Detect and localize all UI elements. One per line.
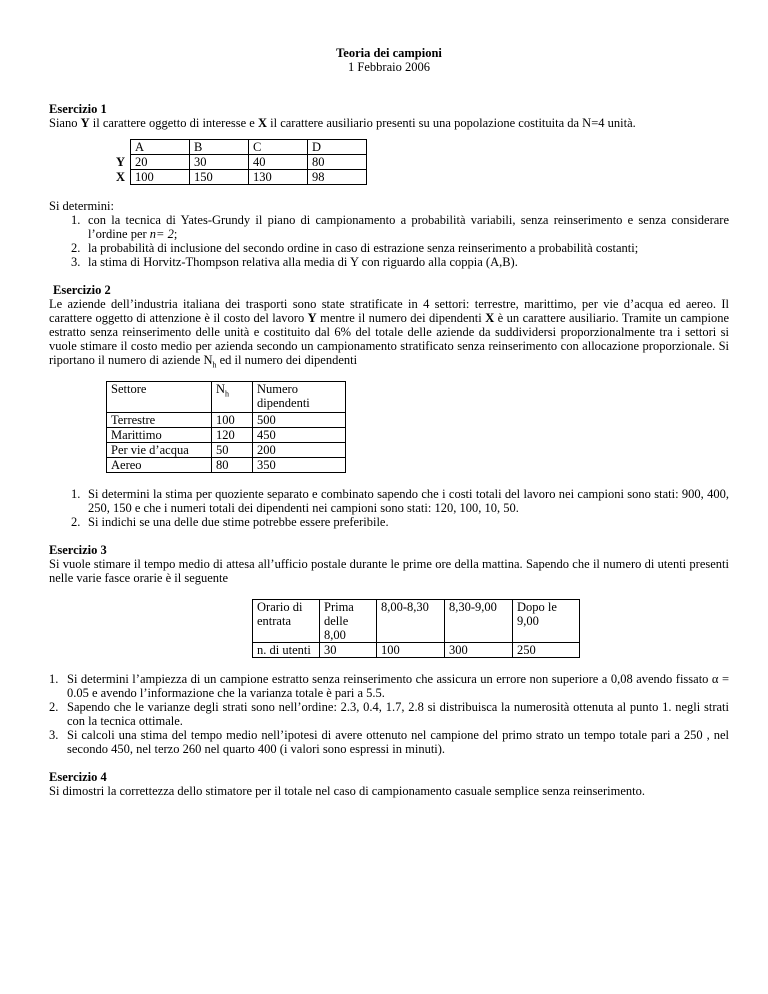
exercise-1-intro (49, 116, 729, 130)
document-title: Teoria dei campioni (336, 46, 442, 60)
list-number: 1. (49, 672, 59, 686)
table-row-label: Y (112, 155, 131, 170)
document-date: 1 Febbraio 2006 (348, 60, 430, 74)
header-text: N (216, 382, 226, 396)
list-item (49, 672, 729, 700)
table-row (253, 643, 580, 658)
table-row (107, 458, 346, 473)
table-cell: 120 (212, 428, 253, 443)
table-header-cell: B (190, 140, 249, 155)
list-text: Si determini la stima per quoziente separato e combinato sapendo che i costi totali del lavoro nei campioni sono stati: 900, 400, 250, 150 e che i numeri totali dei dipendenti nei campioni sono stati: 120, 100, 10, 50. (88, 487, 729, 515)
table-cell: Per vie d’acqua (107, 443, 212, 458)
table-cell: 200 (253, 443, 346, 458)
paragraph-text: ed il numero dei dipendenti (216, 353, 358, 367)
list-text: Si determini l’ampiezza di un campione estratto senza reinserimento che assicura un errore non superiore a 0,08 avendo fissato α = 0.05 e avendo l’informazione che la varianza totale è pari a 5.5. (67, 672, 729, 700)
list-item (49, 487, 729, 515)
table-header-cell: 8,30-9,00 (445, 600, 513, 643)
exercise-1-heading: Esercizio 1 (49, 102, 107, 116)
exercise-4-heading: Esercizio 4 (49, 770, 107, 784)
table-cell: 30 (190, 155, 249, 170)
intro-var-y: Y (80, 116, 90, 130)
table-cell: 80 (308, 155, 367, 170)
intro-text: Siano (49, 116, 81, 130)
table-header-cell: Numero dipendenti (253, 382, 346, 413)
list-text-italic: n= 2 (149, 227, 174, 241)
list-text: Si indichi se una delle due stime potrebbe essere preferibile. (88, 515, 389, 529)
table-row (112, 170, 367, 185)
exercise-1-list (49, 213, 729, 269)
table-header-cell: A (131, 140, 190, 155)
table-cell: 250 (513, 643, 580, 658)
table-cell: Terrestre (107, 413, 212, 428)
list-item (49, 700, 729, 728)
list-number: 3. (49, 728, 59, 742)
table-cell: 30 (320, 643, 377, 658)
document-page (49, 46, 729, 798)
list-item (49, 241, 729, 255)
table-row (107, 382, 346, 413)
var-x: X (485, 311, 495, 325)
table-row (112, 155, 367, 170)
list-item (49, 728, 729, 756)
intro-text: il carattere ausiliario presenti su una popolazione costituita da N=4 unità. (267, 116, 636, 130)
table-cell: 20 (131, 155, 190, 170)
table-cell: 100 (131, 170, 190, 185)
intro-var-x: X (257, 116, 268, 130)
table-cell: 50 (212, 443, 253, 458)
list-text: ; (173, 227, 178, 241)
table-header-cell: C (249, 140, 308, 155)
table-cell: Aereo (107, 458, 212, 473)
table-row (253, 600, 580, 643)
list-number: 2. (71, 241, 81, 255)
table-row (107, 413, 346, 428)
table-cell: 100 (377, 643, 445, 658)
table-row-label: X (112, 170, 131, 185)
table-header-cell: Settore (107, 382, 212, 413)
paragraph-text: mentre il numero dei dipendenti (316, 311, 486, 325)
list-text: la stima di Horvitz-Thompson relativa alla media di Y con riguardo alla coppia (A,B). (88, 255, 518, 269)
table-header-cell: Orario di entrata (253, 600, 320, 643)
list-text: la probabilità di inclusione del secondo ordine in caso di estrazione senza reinserimento a probabilità costanti; (88, 241, 639, 255)
exercise-1-lead: Si determini: (49, 199, 114, 213)
list-item (49, 515, 729, 529)
var-y: Y (307, 311, 317, 325)
list-number: 2. (71, 515, 81, 529)
table-cell: 40 (249, 155, 308, 170)
exercise-4-paragraph: Si dimostri la correttezza dello stimatore per il totale nel caso di campionamento casuale semplice senza reinserimento. (49, 784, 645, 798)
list-number: 3. (71, 255, 81, 269)
table-cell: 80 (212, 458, 253, 473)
list-number: 1. (71, 487, 81, 501)
population-table (112, 139, 367, 185)
table-cell (112, 140, 131, 155)
table-cell: 100 (212, 413, 253, 428)
subscript: h (225, 389, 230, 399)
table-cell: 500 (253, 413, 346, 428)
subscript: h (212, 360, 217, 370)
exercise-3-heading: Esercizio 3 (49, 543, 107, 557)
table-row (107, 443, 346, 458)
list-text: Si calcoli una stima del tempo medio nell’ipotesi di avere ottenuto nel campione del primo strato un tempo totale pari a 250 , nel secondo 450, nel terzo 260 nel quarto 400 (i valori sono espressi in minuti). (67, 728, 729, 756)
exercise-2-heading: Esercizio 2 (53, 283, 111, 297)
table-cell: 150 (190, 170, 249, 185)
paragraph-text: Le aziende dell’industria italiana dei trasporti sono state stratificate in 4 settori: terrestre, marittimo, per vie d’acqua ed aereo. Il carattere oggetto di attenzione è il costo del lavoro (49, 297, 729, 325)
exercise-2-list (49, 487, 729, 529)
list-text: Sapendo che le varianze degli strati sono nell’ordine: 2.3, 0.4, 1.7, 2.8 si distribuisca la numerosità ottenuta al punto 1. negli strati con la tecnica ottimale. (67, 700, 729, 728)
table-header-cell (212, 382, 253, 413)
table-row (112, 140, 367, 155)
list-number: 1. (71, 213, 81, 227)
table-row (107, 428, 346, 443)
table-header-cell: Prima delle 8,00 (320, 600, 377, 643)
table-header-cell: D (308, 140, 367, 155)
exercise-2-paragraph (49, 297, 729, 370)
table-cell: Marittimo (107, 428, 212, 443)
paragraph-text: è un carattere ausiliario. Tramite un campione estratto senza reinserimento delle unità e costituito dal 6% del totale delle aziende da suddividersi proporzionalmente tra i settori si vuole stimare il costo medio per azienda secondo un campionamento stratificato senza reinserimento con allocazione proporzionale. Si riportano il numero di aziende N (49, 311, 729, 367)
table-cell: 450 (253, 428, 346, 443)
table-cell: 300 (445, 643, 513, 658)
table-cell: 98 (308, 170, 367, 185)
table-header-cell: Dopo le 9,00 (513, 600, 580, 643)
intro-text: il carattere oggetto di interesse e (89, 116, 258, 130)
table-row-label: n. di utenti (253, 643, 320, 658)
list-text: con la tecnica di Yates-Grundy il piano di campionamento a probabilità variabili, senza reinserimento e senza considerare l’ordine per (88, 213, 729, 241)
list-number: 2. (49, 700, 59, 714)
table-cell: 130 (249, 170, 308, 185)
table-header-cell: 8,00-8,30 (377, 600, 445, 643)
time-slots-table (252, 599, 580, 658)
table-cell: 350 (253, 458, 346, 473)
list-item (49, 213, 729, 241)
list-item (49, 255, 729, 269)
sectors-table (106, 381, 346, 473)
exercise-3-list (49, 672, 729, 756)
exercise-3-paragraph: Si vuole stimare il tempo medio di attesa all’ufficio postale durante le prime ore della mattina. Sapendo che il numero di utenti presenti nelle varie fasce orarie è il seguente (49, 557, 729, 585)
